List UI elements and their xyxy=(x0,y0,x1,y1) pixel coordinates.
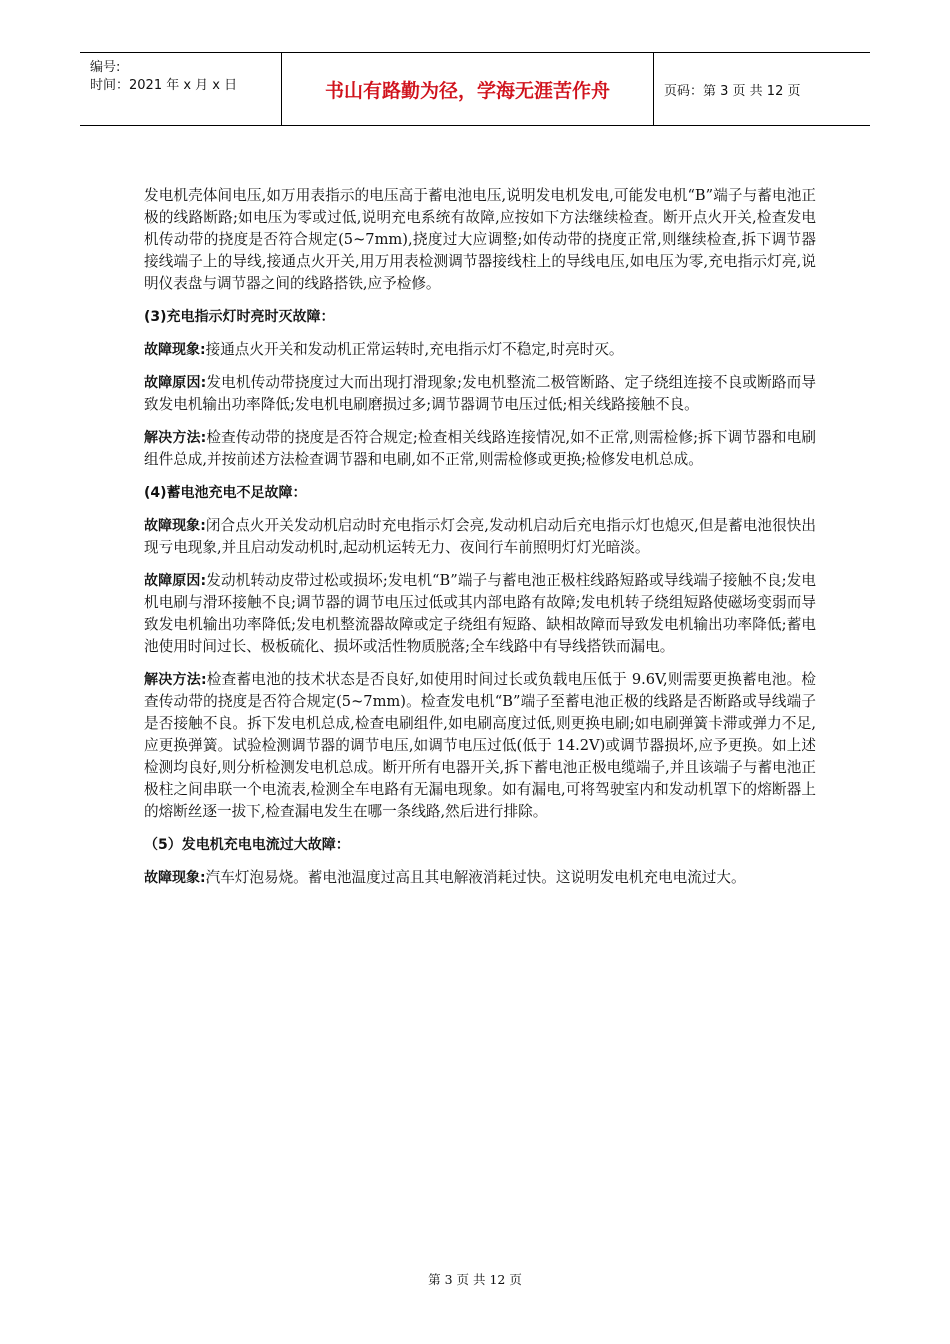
fix-label: 解决方法: xyxy=(144,430,207,446)
fix-text: 检查传动带的挠度是否符合规定;检查相关线路连接情况,如不正常,则需检修;拆下调节器和电刷组件总成,并按前述方法检查调节器和电刷,如不正常,则需检修或更换;检修发电机总成。 xyxy=(144,429,816,468)
section-3-symptom xyxy=(144,339,816,361)
section-5-symptom xyxy=(144,867,816,889)
cause-text: 发电机传动带挠度过大而出现打滑现象;发电机整流二极管断路、定子绕组连接不良或断路而导致发电机输出功率降低;发电机电刷磨损过多;调节器调节电压过低;相关线路接触不良。 xyxy=(144,374,816,413)
section-4-heading: (4)蓄电池充电不足故障： xyxy=(144,485,307,501)
symptom-text: 闭合点火开关发动机启动时充电指示灯会亮,发动机启动后充电指示灯也熄灭,但是蓄电池很快出现亏电现象,并且启动发动机时,起动机运转无力、夜间行车前照明灯灯光暗淡。 xyxy=(144,517,816,556)
section-4-fix xyxy=(144,669,816,823)
document-number-label: 编号: xyxy=(90,60,121,75)
header-meta xyxy=(80,53,282,125)
document-date: 时间：2021 年 x 月 x 日 xyxy=(90,78,238,93)
header-page-number: 页码：第 3 页 共 12 页 xyxy=(664,83,801,99)
symptom-label: 故障现象: xyxy=(144,870,206,886)
page-header xyxy=(80,52,870,126)
header-motto: 书山有路勤为径，学海无涯苦作舟 xyxy=(282,53,654,125)
intro-paragraph: 发电机壳体间电压,如万用表指示的电压高于蓄电池电压,说明发电机发电,可能发电机“B”端子与蓄电池正极的线路断路;如电压为零或过低,说明充电系统有故障,应按如下方法继续检查。断开点火开关,检查发电机传动带的挠度是否符合规定(5~7mm),挠度过大应调整;如传动带的挠度正常,则继续检查,拆下调节器接线端子上的导线,接通点火开关,用万用表检测调节器接线柱上的导线电压,如电压为零,充电指示灯亮,说明仪表盘与调节器之间的线路搭铁,应予检修。 xyxy=(144,187,816,292)
cause-text: 发动机转动皮带过松或损坏;发电机“B”端子与蓄电池正极柱线路短路或导线端子接触不良;发电机电刷与滑环接触不良;调节器的调节电压过低或其内部电路有故障;发电机转子绕组短路使磁场变弱而导致发电机输出功率降低;发电机整流器故障或定子绕组有短路、缺相故障而导致发电机输出功率降低;蓄电池使用时间过长、极板硫化、损坏或活性物质脱落;全车线路中有导线搭铁而漏电。 xyxy=(144,572,816,655)
section-5-heading: （5）发电机充电电流过大故障： xyxy=(144,837,350,853)
section-3-cause xyxy=(144,372,816,416)
section-3-heading: (3)充电指示灯时亮时灭故障： xyxy=(144,309,335,325)
symptom-text: 接通点火开关和发动机正常运转时,充电指示灯不稳定,时亮时灭。 xyxy=(205,341,624,358)
cause-label: 故障原因: xyxy=(144,375,207,391)
symptom-label: 故障现象: xyxy=(144,518,206,534)
fix-label: 解决方法: xyxy=(144,672,207,688)
fix-text: 检查蓄电池的技术状态是否良好,如使用时间过长或负载电压低于 9.6V,则需要更换蓄电池。检查传动带的挠度是否符合规定(5~7mm)。检查发电机“B”端子至蓄电池正极的线路是否断路或导线端子是否接触不良。拆下发电机总成,检查电刷组件,如电刷高度过低,则更换电刷;如电刷弹簧卡滞或弹力不足,应更换弹簧。试验检测调节器的调节电压,如调节电压过低(低于 14.2V)或调节器损坏,应予更换。如上述检测均良好,则分析检测发电机总成。断开所有电器开关,拆下蓄电池正极电缆端子,并且该端子与蓄电池正极柱之间串联一个电流表,检测全车电路有无漏电现象。如有漏电,可将驾驶室内和发动机罩下的熔断器上的熔断丝逐一拔下,检查漏电发生在哪一条线路,然后进行排除。 xyxy=(144,671,816,820)
document-body xyxy=(144,185,816,900)
section-4-symptom xyxy=(144,515,816,559)
section-3-fix xyxy=(144,427,816,471)
cause-label: 故障原因: xyxy=(144,573,207,589)
symptom-text: 汽车灯泡易烧。蓄电池温度过高且其电解液消耗过快。这说明发电机充电电流过大。 xyxy=(205,869,746,886)
section-4-cause xyxy=(144,570,816,658)
page-footer: 第 3 页 共 12 页 xyxy=(428,1272,522,1287)
symptom-label: 故障现象: xyxy=(144,342,206,358)
